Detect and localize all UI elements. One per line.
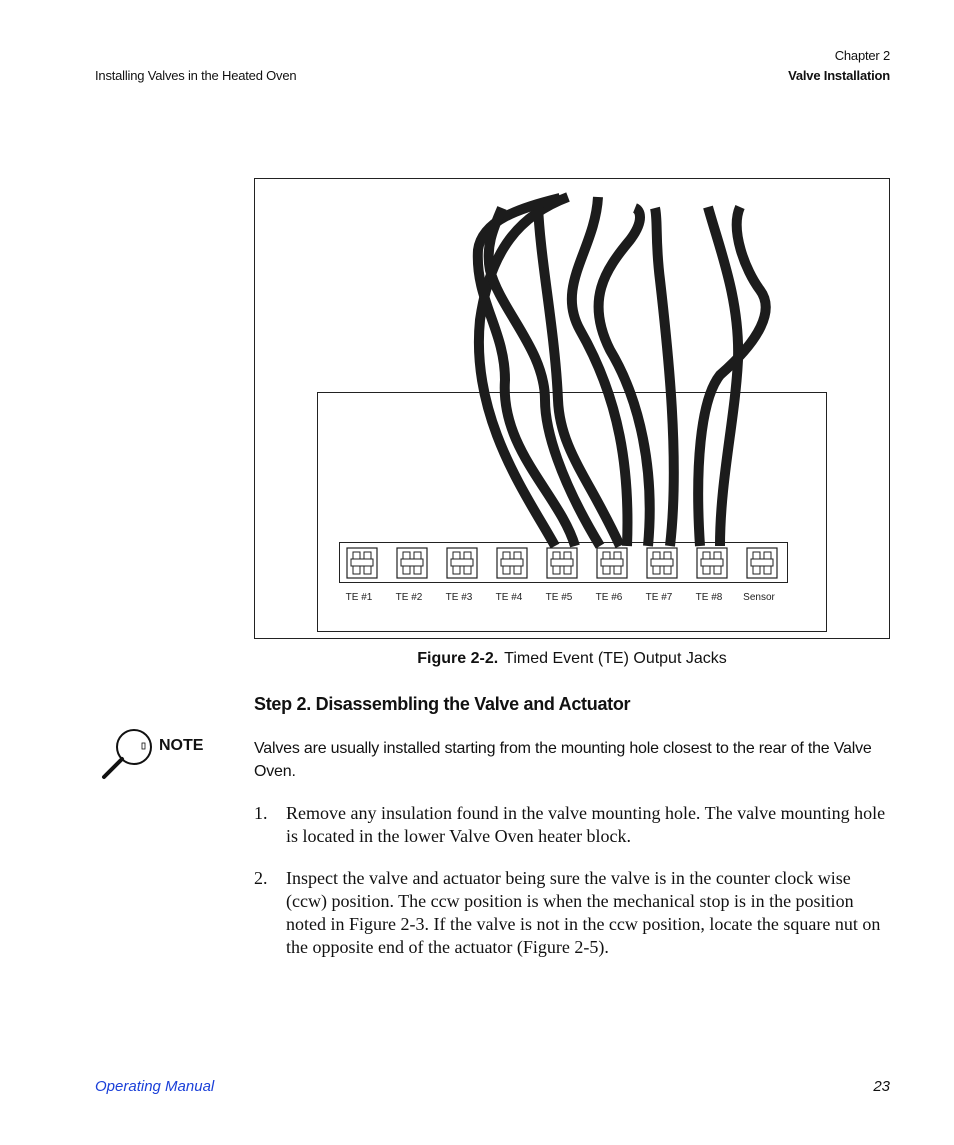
jack-connector (547, 548, 577, 578)
instruction-number: 1. (254, 803, 268, 823)
cable-7 (655, 208, 674, 546)
note-label: NOTE (159, 737, 204, 754)
note-text: Valves are usually installed starting from the mounting hole closest to the rear of the Valve Oven. (254, 740, 872, 780)
running-header-chapter: Chapter 2 (834, 48, 890, 63)
step-heading: Step 2. Disassembling the Valve and Actuator (254, 694, 631, 714)
jack-label: TE #4 (495, 592, 523, 603)
page-number: 23 (873, 1078, 890, 1095)
jack-label: Sensor (743, 592, 775, 603)
jack-connector (647, 548, 677, 578)
jack-connector (597, 548, 627, 578)
jack-label: TE #6 (595, 592, 623, 603)
jack-connector (397, 548, 427, 578)
jack-connectors (347, 548, 777, 578)
instruction-item (254, 802, 894, 848)
instruction-text: Inspect the valve and actuator being sure the valve is in the counter clock wise (ccw) position. The ccw position is when the mechanical stop is in the position noted in Figure 2-3. If the valve is not in the ccw position, locate the square nut on the opposite end of the actuator (Figure 2-5). (286, 868, 881, 957)
instruction-number: 2. (254, 868, 268, 888)
jack-label: TE #5 (545, 592, 573, 603)
instruction-text: Remove any insulation found in the valve mounting hole. The valve mounting hole is located in the lower Valve Oven heater block. (286, 803, 886, 846)
footer-manual-title: Operating Manual (95, 1078, 215, 1095)
figure-caption (254, 650, 890, 668)
jack-connector (347, 548, 377, 578)
jack-label: TE #2 (395, 592, 423, 603)
cable-bundle (478, 197, 766, 546)
jack-connector (447, 548, 477, 578)
instruction-item (254, 867, 894, 959)
figure-title: Timed Event (TE) Output Jacks (504, 650, 727, 667)
jack-label: TE #3 (445, 592, 473, 603)
jack-label: TE #8 (695, 592, 723, 603)
instruction-list (254, 802, 894, 978)
jack-label: TE #1 (345, 592, 373, 603)
jack-connector (497, 548, 527, 578)
running-header-section: Valve Installation (788, 68, 890, 83)
jack-label: TE #7 (645, 592, 673, 603)
figure-number: Figure 2-2. (417, 650, 499, 667)
magnifier-icon (100, 727, 156, 781)
jack-connector (697, 548, 727, 578)
running-header-title: Installing Valves in the Heated Oven (95, 68, 297, 83)
jack-connector (747, 548, 777, 578)
